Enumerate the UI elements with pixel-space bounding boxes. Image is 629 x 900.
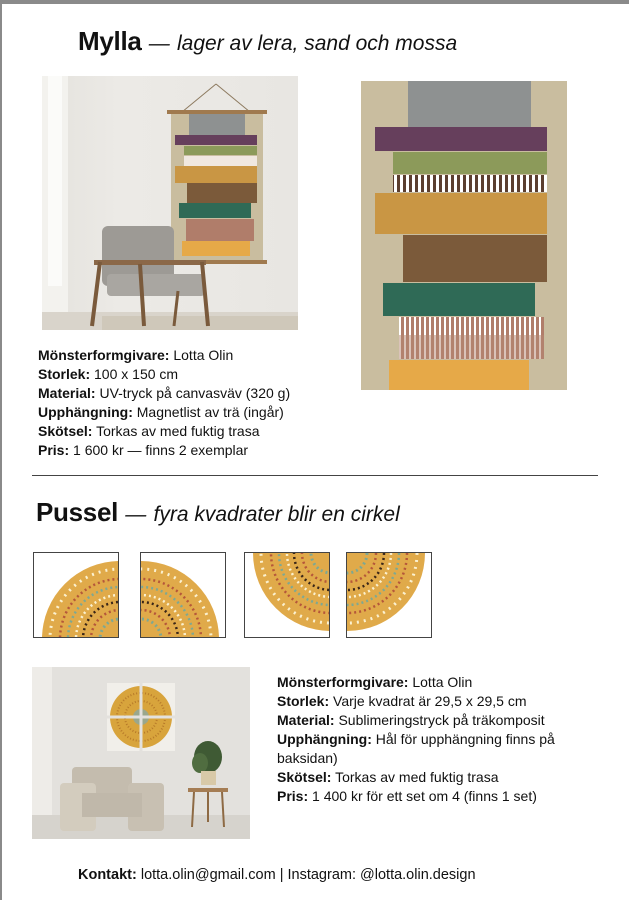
spec-designer: Mönsterformgivare: Lotta Olin — [38, 347, 234, 363]
spec-price: Pris: 1 400 kr för ett set om 4 (finns 1 set) — [277, 788, 537, 804]
contact-separator: | — [279, 867, 284, 883]
dotted-quarter-circle-icon — [141, 553, 226, 638]
dotted-quarter-circle-icon — [34, 553, 119, 638]
spec-designer: Mönsterformgivare: Lotta Olin — [277, 674, 473, 690]
spec-hanging: Upphängning: Magnetlist av trä (ingår) — [38, 404, 284, 420]
spec-material: Material: Sublimeringstryck på träkomposit — [277, 712, 545, 728]
page-frame-left — [0, 0, 2, 900]
mylla-artwork — [361, 81, 567, 390]
mylla-specs — [38, 346, 290, 460]
stacked-stripes-artwork — [361, 81, 567, 390]
title-dash: — — [125, 503, 147, 526]
dotted-quarter-circle-icon — [347, 553, 432, 638]
dotted-quarter-circle-icon — [245, 553, 330, 638]
section-divider — [32, 475, 598, 476]
room-illustration — [32, 667, 250, 839]
spec-price: Pris: 1 600 kr — finns 2 exemplar — [38, 442, 249, 458]
spec-size: Storlek: 100 x 150 cm — [38, 366, 179, 382]
spec-care: Skötsel: Torkas av med fuktig trasa — [38, 423, 260, 439]
pussel-specs — [277, 673, 607, 806]
room-illustration — [42, 76, 298, 330]
product-name: Pussel — [36, 497, 119, 527]
contact-label: Kontakt: — [78, 867, 137, 883]
contact-email[interactable]: lotta.olin@gmail.com — [140, 867, 276, 883]
instagram-label: Instagram: — [287, 867, 356, 883]
instagram-handle[interactable]: @lotta.olin.design — [360, 867, 476, 883]
quarter-circle-1 — [33, 552, 119, 638]
pussel-heading — [36, 497, 400, 528]
spec-material: Material: UV-tryck på canvasväv (320 g) — [38, 385, 291, 401]
contact-line — [78, 867, 476, 883]
product-tagline: fyra kvadrater blir en cirkel — [153, 503, 400, 526]
product-name: Mylla — [78, 26, 142, 56]
page-frame-top — [0, 0, 629, 4]
quarter-circle-4 — [346, 552, 432, 638]
title-dash: — — [148, 32, 170, 55]
mylla-heading — [78, 26, 457, 57]
spec-size: Storlek: Varje kvadrat är 29,5 x 29,5 cm — [277, 693, 527, 709]
quarter-circle-3 — [244, 552, 330, 638]
spec-hanging: Upphängning: Hål för upphängning finns på baksidan) — [277, 731, 555, 766]
pussel-room-photo — [32, 667, 250, 839]
product-tagline: lager av lera, sand och mossa — [177, 32, 458, 55]
spec-care: Skötsel: Torkas av med fuktig trasa — [277, 769, 499, 785]
quarter-circle-2 — [140, 552, 226, 638]
mylla-room-photo — [42, 76, 298, 330]
